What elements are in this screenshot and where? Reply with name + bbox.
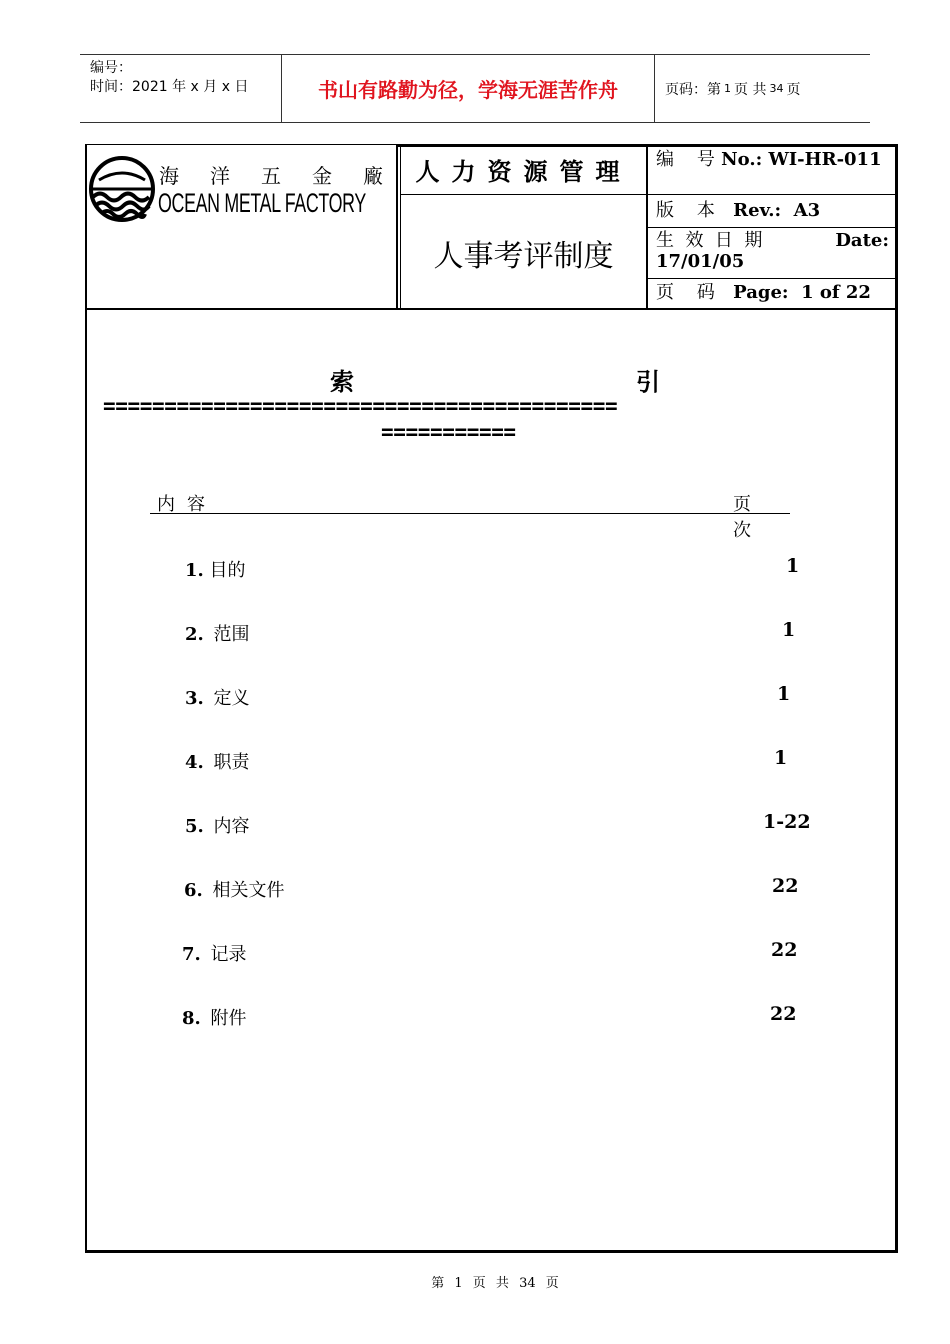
document-frame — [85, 144, 898, 1253]
effective-date-label: 生 效 日 期 — [656, 230, 763, 251]
logo-char: 五 — [261, 164, 281, 188]
doc-number-row — [648, 149, 895, 195]
ocean-wave-logo-icon — [89, 152, 155, 226]
toc-item: 7. 记录 — [182, 944, 247, 965]
top-page-suffix: 页 — [786, 81, 801, 98]
revision-label: 版 本 — [656, 200, 715, 221]
document-header — [87, 144, 895, 310]
toc-item: 2. 范围 — [185, 624, 250, 645]
document-title: 人事考评制度 — [433, 238, 614, 274]
effective-date-key: Date: — [835, 230, 889, 251]
index-title — [330, 362, 660, 397]
department-title: 人力资源管理 — [401, 144, 646, 195]
logo-chinese-name — [159, 160, 383, 189]
toc-page: 1 — [786, 555, 800, 577]
page-footer: 第 1 页 共 34 页 — [431, 1276, 559, 1291]
toc-page: 1 — [777, 683, 791, 705]
top-page-current: 1 — [724, 82, 731, 95]
separator-line: ========================================== — [103, 394, 618, 418]
top-page-info — [655, 55, 870, 122]
index-title-right: 引 — [636, 367, 660, 396]
toc-item: 4. 职责 — [185, 752, 250, 773]
logo-cell — [87, 144, 398, 310]
number-label: 编号： — [90, 60, 132, 76]
index-title-left: 索 — [330, 367, 354, 396]
index-column-header — [150, 490, 790, 541]
column-content-label: 内容 — [157, 494, 217, 515]
toc-item: 6. 相关文件 — [184, 880, 285, 901]
top-page-total: 34 — [769, 82, 784, 95]
title-cell — [398, 144, 648, 310]
logo-char: 金 — [312, 164, 332, 188]
toc-item: 8. 附件 — [182, 1008, 247, 1029]
toc-item: 1. 目的 — [185, 560, 246, 581]
time-text: 时间：2021 年 x 月 x 日 — [90, 79, 249, 95]
page-label: 页 码 — [656, 282, 715, 303]
toc-item: 3. 定义 — [185, 688, 250, 709]
info-cell — [648, 144, 895, 310]
logo-char: 廠 — [363, 164, 383, 188]
logo-english-name: OCEAN METAL FACTORY — [158, 188, 366, 218]
top-header-left — [80, 55, 281, 122]
toc-page: 22 — [770, 1003, 797, 1025]
logo-char: 洋 — [210, 164, 230, 188]
revision-value: Rev.: A3 — [733, 200, 821, 221]
page-row — [648, 279, 895, 310]
separator-line-continued: =========== — [381, 420, 516, 444]
top-header — [80, 54, 870, 123]
column-page-label: 页次 — [733, 494, 763, 541]
top-page-prefix: 页码：第 — [665, 81, 721, 98]
motto: 书山有路勤为径，学海无涯苦作舟 — [281, 55, 655, 122]
effective-date-value: 17/01/05 — [656, 251, 745, 272]
toc-item: 5. 内容 — [185, 816, 250, 837]
page-value: Page: 1 of 22 — [733, 282, 871, 303]
revision-row — [648, 195, 895, 228]
top-page-mid: 页 共 — [734, 81, 767, 98]
doc-number-value: No.: WI-HR-011 — [721, 149, 882, 170]
doc-number-label: 编 号 — [656, 149, 715, 170]
effective-date-row — [648, 228, 895, 279]
toc-page: 1 — [774, 747, 788, 769]
toc-page: 1 — [782, 619, 796, 641]
toc-page: 22 — [772, 875, 799, 897]
toc-page: 22 — [771, 939, 798, 961]
toc-page: 1-22 — [763, 811, 811, 833]
logo-char: 海 — [159, 164, 179, 188]
